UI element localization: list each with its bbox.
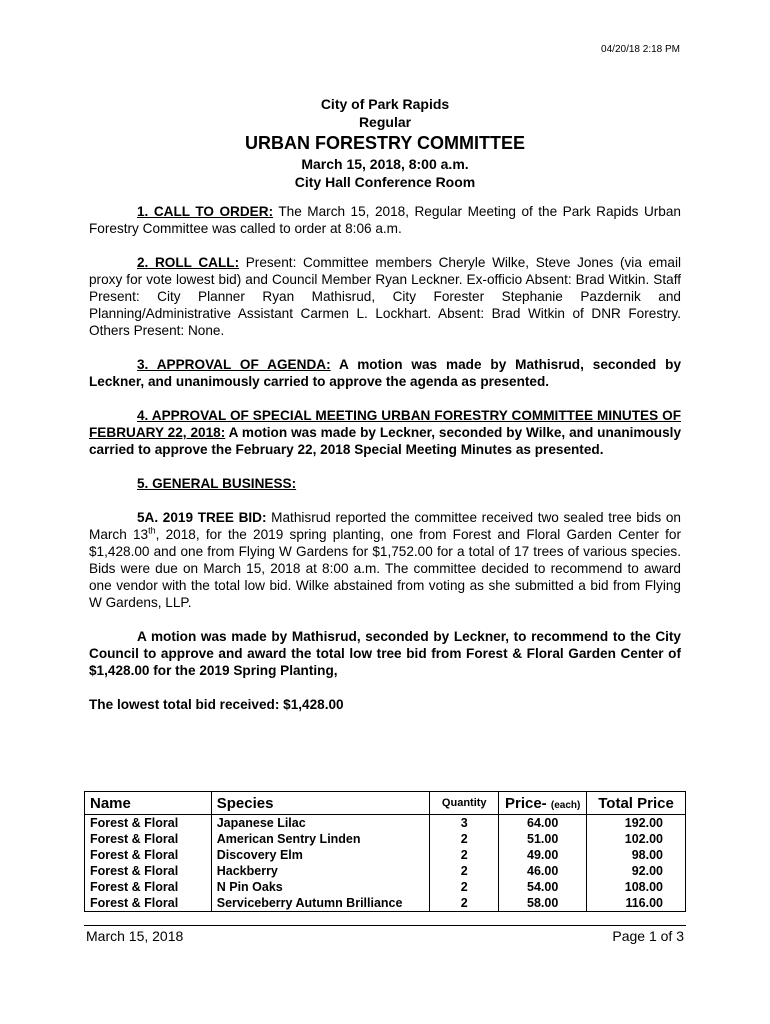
cell-species: Japanese Lilac (211, 815, 430, 832)
section-tree-bid (89, 509, 681, 611)
table-row (85, 863, 686, 879)
city-name: City of Park Rapids (320, 96, 450, 112)
cell-quantity: 3 (430, 815, 499, 832)
col-header-name: Name (85, 792, 212, 815)
cell-price: 58.00 (499, 895, 587, 912)
cell-name: Forest & Floral (85, 847, 212, 863)
footer-divider (84, 925, 686, 926)
minutes-heading: 4. APPROVAL OF SPECIAL MEETING URBAN FORESTRY COMMITTEE MINUTES OF FEBRUARY 22, 2018: (89, 408, 681, 440)
agenda-heading: 3. APPROVAL OF AGENDA: (137, 357, 331, 372)
roll-call-text: Present: Committee members Cheryle Wilke, Steve Jones (via email proxy for vote lowest bid) and Council Member Ryan Leckner. Ex-officio Absent: Brad Witkin. Staff Present: City Planner Ryan Mathisrud, City Forester Stephanie Pazdernik and Planning/Administrative Assistant Carmen L. Lockhart. Absent: Brad Witkin of DNR Forestry. Others Present: None. (89, 255, 681, 338)
general-business-heading: 5. GENERAL BUSINESS: (137, 476, 297, 491)
cell-price: 46.00 (499, 863, 587, 879)
cell-total: 192.00 (587, 815, 686, 832)
section-minutes (89, 407, 681, 458)
cell-total: 116.00 (587, 895, 686, 912)
cell-total: 92.00 (587, 863, 686, 879)
col-header-price (499, 792, 587, 815)
call-to-order-text: The March 15, 2018, Regular Meeting of the Park Rapids Urban Forestry Committee was called to order at 8:06 a.m. (89, 204, 681, 236)
bid-table (84, 791, 686, 912)
col-header-total: Total Price (587, 792, 686, 815)
cell-price: 64.00 (499, 815, 587, 832)
table-row (85, 815, 686, 832)
cell-price: 51.00 (499, 831, 587, 847)
cell-price: 54.00 (499, 879, 587, 895)
section-general-business (89, 475, 681, 492)
section-lowest-bid (89, 696, 681, 713)
cell-species: Discovery Elm (211, 847, 430, 863)
section-roll-call (89, 254, 681, 339)
cell-price: 49.00 (499, 847, 587, 863)
table-row (85, 895, 686, 912)
tree-bid-heading: 5A. 2019 TREE BID: (137, 510, 267, 525)
meeting-location: City Hall Conference Room (294, 174, 476, 190)
section-motion (89, 628, 681, 679)
roll-call-heading: 2. ROLL CALL: (137, 255, 240, 270)
cell-name: Forest & Floral (85, 879, 212, 895)
tree-bid-sup: th (148, 525, 156, 536)
cell-quantity: 2 (430, 831, 499, 847)
call-to-order-heading: 1. CALL TO ORDER: (137, 204, 274, 219)
cell-name: Forest & Floral (85, 863, 212, 879)
motion-text: A motion was made by Mathisrud, seconded by Leckner, to recommend to the City Council to approve and award the total low tree bid from Forest & Floral Garden Center of $1,428.00 for the 2019 Spring Planting, (89, 629, 681, 678)
minutes-body (89, 203, 681, 730)
cell-species: Hackberry (211, 863, 430, 879)
section-call-to-order (89, 203, 681, 237)
footer-page-number: Page 1 of 3 (612, 928, 684, 944)
table-row (85, 847, 686, 863)
bid-table-header-row (85, 792, 686, 815)
table-row (85, 879, 686, 895)
cell-quantity: 2 (430, 879, 499, 895)
meeting-type: Regular (358, 114, 412, 130)
cell-name: Forest & Floral (85, 815, 212, 832)
lowest-bid-text: The lowest total bid received: $1,428.00 (89, 697, 344, 712)
cell-species: N Pin Oaks (211, 879, 430, 895)
meeting-date-time: March 15, 2018, 8:00 a.m. (301, 156, 469, 172)
cell-species: American Sentry Linden (211, 831, 430, 847)
cell-name: Forest & Floral (85, 831, 212, 847)
cell-name: Forest & Floral (85, 895, 212, 912)
section-agenda (89, 356, 681, 390)
cell-species: Serviceberry Autumn Brilliance (211, 895, 430, 912)
agenda-text: A motion was made by Mathisrud, seconded by Leckner, and unanimously carried to approve the agenda as presented. (89, 357, 682, 389)
tree-bid-text-1: Mathisrud reported the committee received two sealed tree bids on March 13 (89, 510, 681, 542)
footer-date: March 15, 2018 (86, 928, 184, 944)
table-row (85, 831, 686, 847)
minutes-text: A motion was made by Leckner, seconded by Wilke, and unanimously carried to approve the February 22, 2018 Special Meeting Minutes as presented. (89, 425, 681, 457)
cell-quantity: 2 (430, 895, 499, 912)
cell-total: 98.00 (587, 847, 686, 863)
col-header-price-each: (each) (550, 799, 581, 811)
print-timestamp: 04/20/18 2:18 PM (601, 44, 680, 55)
cell-quantity: 2 (430, 863, 499, 879)
cell-total: 108.00 (587, 879, 686, 895)
committee-title: URBAN FORESTRY COMMITTEE (244, 133, 525, 153)
col-header-price-label: Price- (504, 794, 547, 812)
cell-quantity: 2 (430, 847, 499, 863)
cell-total: 102.00 (587, 831, 686, 847)
document-header (0, 95, 770, 191)
col-header-quantity: Quantity (430, 792, 499, 815)
col-header-species: Species (211, 792, 430, 815)
tree-bid-text-2: , 2018, for the 2019 spring planting, one from Forest and Floral Garden Center for $1,428.00 and one from Flying W Gardens for $1,752.00 for a total of 17 trees of various species. Bids were due on March 15, 2018 at 8:00 a.m. The committee decided to recommend to award one vendor with the total low bid. Wilke abstained from voting as she submitted a bid from Flying W Gardens, LLP. (89, 527, 681, 610)
